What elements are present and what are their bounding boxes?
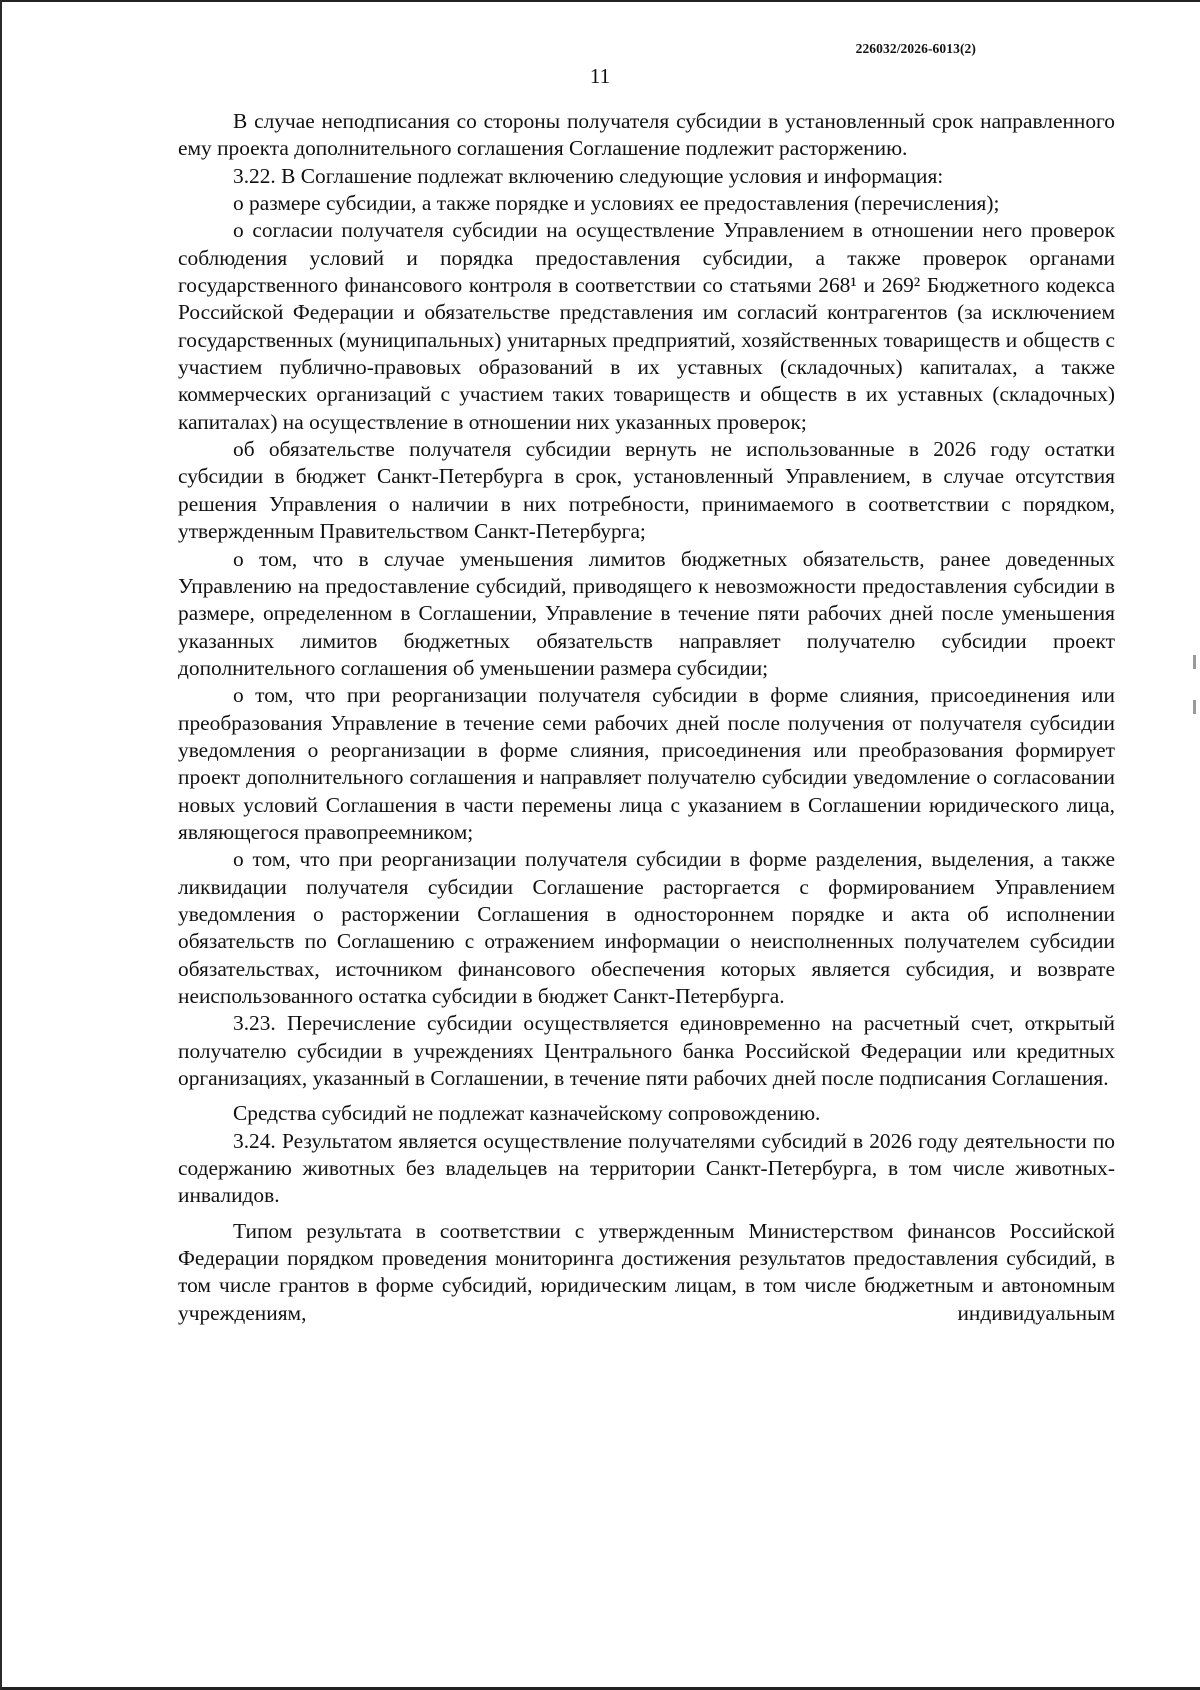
paragraph: о том, что при реорганизации получателя субсидии в форме слияния, присоединения или преобразования Управление в течение семи рабочих дней после получения от получателя субсидии уведомления о реорганизации в форме слияния, присоединения или преобразования формирует проект дополнительного соглашения и направляет получателю субсидии уведомление о согласовании новых условий Соглашения в части перемены лица с указанием в Соглашении юридического лица, являющегося правопреемником; <box>178 683 1115 844</box>
scan-mark <box>1193 700 1196 714</box>
paragraph: Средства субсидий не подлежат казначейскому сопровождению. <box>233 1101 821 1126</box>
paragraph: 3.23. Перечисление субсидии осуществляется единовременно на расчетный счет, открытый получателю субсидии в учреждениях Центрального банка Российской Федерации или кредитных организациях, указанный в Соглашении, в течение пяти рабочих дней после подписания Соглашения. <box>178 1011 1115 1091</box>
paragraph: о согласии получателя субсидии на осуществление Управлением в отношении него проверок соблюдения условий и порядка предоставления субсидии, а также проверок органами государственного финансового контроля в соответствии со статьями 268¹ и 269² Бюджетного кодекса Российской Федерации и обязательстве представления им согласий контрагентов (за исключением государственных (муниципальных) унитарных предприятий, хозяйственных товариществ и обществ с участием публично-правовых образований в их уставных (складочных) капиталах, а также коммерческих организаций с участием таких товариществ и обществ в их уставных (складочных) капиталах) на осуществление в отношении них указанных проверок; <box>178 218 1115 434</box>
page-number: 11 <box>589 64 611 88</box>
document-number: 226032/2026-6013(2) <box>855 41 976 56</box>
paragraph: Типом результата в соответствии с утвержденным Министерством финансов Российской Федерации порядком проведения мониторинга достижения результатов предоставления субсидий, в том числе грантов в форме субсидий, юридическим лицам, в том числе бюджетным и автономным учреждениям, индивидуальным <box>178 1218 1115 1325</box>
scan-mark <box>1193 655 1196 669</box>
paragraph: о размере субсидии, а также порядке и условиях ее предоставления (перечисления); <box>233 191 1000 216</box>
paragraph: о том, что в случае уменьшения лимитов бюджетных обязательств, ранее доведенных Управлению на предоставление субсидий, приводящего к невозможности предоставления субсидии в размере, определенном в Соглашении, Управление в течение пяти рабочих дней после уменьшения указанных лимитов бюджетных обязательств направляет получателю субсидии проект дополнительного соглашения об уменьшении размера субсидии; <box>178 546 1115 680</box>
scan-border-left <box>0 0 2 1690</box>
paragraph: о том, что при реорганизации получателя субсидии в форме разделения, выделения, а также ликвидации получателя субсидии Соглашение расторгается с формированием Управлением уведомления о расторжении Соглашения в одностороннем порядке и акта об исполнении обязательств по Соглашению с отражением информации о неисполненных получателем субсидии обязательствах, источником финансового обеспечения которых является субсидия, и возврате неиспользованного остатка субсидии в бюджет Санкт-Петербурга. <box>178 847 1115 1008</box>
document-body <box>178 108 1115 1327</box>
paragraph: об обязательстве получателя субсидии вернуть не использованные в 2026 году остатки субсидии в бюджет Санкт-Петербурга в срок, установленный Управлением, в случае отсутствия решения Управления о наличии в них потребности, принимаемого в соответствии с порядком, утвержденным Правительством Санкт-Петербурга; <box>178 437 1115 544</box>
paragraph: 3.22. В Соглашение подлежат включению следующие условия и информация: <box>233 163 944 188</box>
scan-border-top <box>0 0 1200 2</box>
paragraph: В случае неподписания со стороны получателя субсидии в установленный срок направленного ему проекта дополнительного соглашения Соглашение подлежит расторжению. <box>178 109 1115 161</box>
paragraph: 3.24. Результатом является осуществление получателями субсидий в 2026 году деятельности по содержанию животных без владельцев на территории Санкт-Петербурга, в том числе животных-инвалидов. <box>178 1128 1115 1208</box>
